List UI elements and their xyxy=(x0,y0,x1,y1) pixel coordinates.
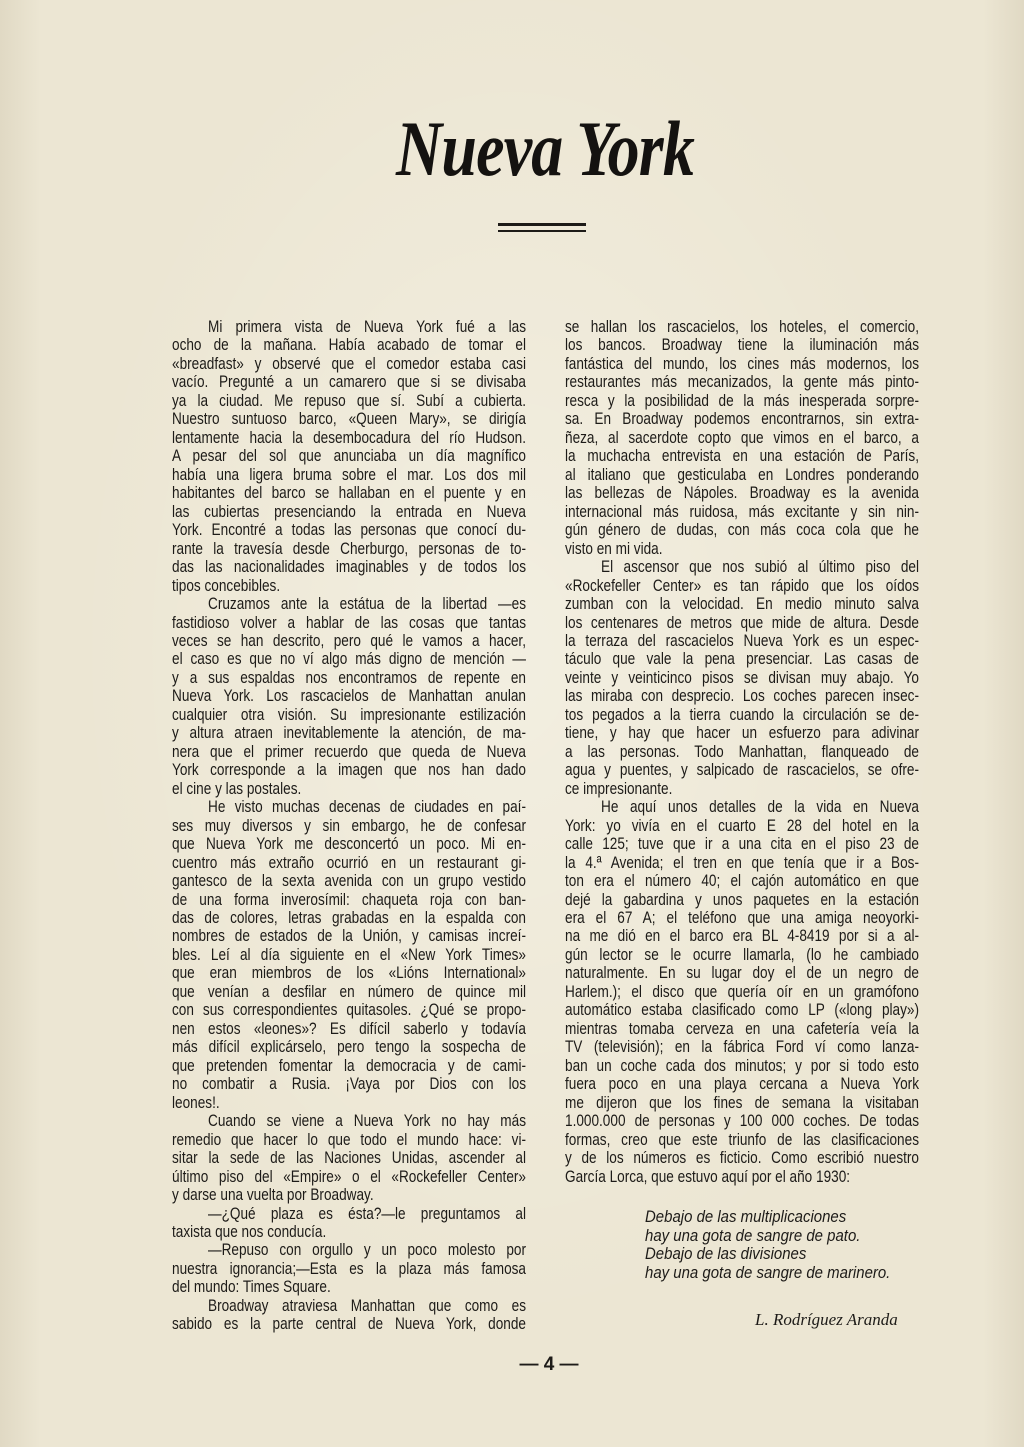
text-line: das de colores, letras grabadas en la espalda con xyxy=(172,908,526,927)
text-line: naturalmente. En su lugar doy el de un negro de xyxy=(565,963,919,983)
text-line: se hallan los rascacielos, los hoteles, el comercio, xyxy=(565,317,919,336)
text-line: formas, creo que este triunfo de las clasificaciones xyxy=(565,1129,919,1149)
poem-text xyxy=(645,1208,909,1282)
text-line: Cruzamos ante la estátua de la libertad —es xyxy=(208,594,526,614)
text-line: nen estos «leones»? Es difícil saberlo y todavía xyxy=(172,1018,526,1038)
text-line: York corresponde a la imagen que nos han dado xyxy=(172,760,526,780)
poem-line: Debajo de las multiplicaciones xyxy=(645,1207,847,1226)
text-line: 1.000.000 de personas y 100 000 coches. De todas xyxy=(565,1111,919,1131)
divider-rule-top xyxy=(498,223,586,226)
column-right xyxy=(565,318,919,1186)
text-line: A pesar del sol que anunciaba un día magnífico xyxy=(172,446,526,466)
text-line: el cine y las postales. xyxy=(172,778,302,798)
paragraph xyxy=(172,1297,526,1334)
text-line: restaurantes más mecanizados, la gente más pinto- xyxy=(565,372,919,392)
text-line: último piso del «Empire» o el «Rockefeller Center» xyxy=(172,1166,526,1186)
paragraph xyxy=(565,558,919,798)
text-line: taxista que nos conducía. xyxy=(172,1221,327,1241)
text-line: rante la travesía desde Cherburgo, personas de to- xyxy=(172,538,526,558)
text-line: He visto muchas decenas de ciudades en paí- xyxy=(208,797,526,817)
paragraph xyxy=(565,318,919,558)
text-line: gantesco de la sexta avenida con un grupo vestido xyxy=(172,871,526,891)
text-line: las cubiertas presenciando la entrada en Nueva xyxy=(172,501,526,521)
text-line: vacío. Pregunté a un camarero que si se divisaba xyxy=(172,372,526,392)
poem-quote xyxy=(645,1208,945,1282)
text-line: na me dió en el barco era BL 4-8419 por si a al- xyxy=(565,926,919,946)
text-line: Mi primera vista de Nueva York fué a las xyxy=(208,317,526,336)
author-signature: L. Rodríguez Aranda xyxy=(755,1310,898,1329)
poem-line: hay una gota de sangre de pato. xyxy=(645,1225,861,1245)
text-line: ban un coche cada dos minutos; y por si todo esto xyxy=(565,1055,919,1075)
text-line: veinte y veinticinco pisos se divisan muy abajo. Yo xyxy=(565,667,919,687)
text-line: habitantes del barco se hallaban en el puente y en xyxy=(172,483,526,503)
text-line: ocho de la mañana. Había acabado de tomar el xyxy=(172,335,526,355)
text-line: que venían a desfilar en número de quince mil xyxy=(172,981,526,1001)
text-line: —Repuso con orgullo y un poco molesto por xyxy=(208,1240,526,1260)
paragraph xyxy=(172,1205,526,1242)
text-line: a las personas. Todo Manhattan, flanqueado de xyxy=(565,741,919,761)
text-line: nera que el primer recuerdo que queda de Nueva xyxy=(172,741,526,761)
text-line: las bellezas de Nápoles. Broadway es la avenida xyxy=(565,483,919,503)
text-line: «breadfast» y observé que el comedor estaba casi xyxy=(172,353,526,373)
column-left-text xyxy=(172,318,526,1334)
text-line: la 4.ª Avenida; el tren en que tenía que ir a Bos- xyxy=(565,852,919,872)
text-line: ya la ciudad. Me repuso que sí. Subí a cubierta. xyxy=(172,390,526,410)
text-line: Nuestro suntuoso barco, «Queen Mary», se dirigía xyxy=(172,409,526,429)
text-line: García Lorca, que estuvo aquí por el año 1930: xyxy=(565,1166,851,1186)
text-line: remedio que hacer lo que todo el mundo hace: vi- xyxy=(172,1129,526,1149)
paragraph xyxy=(172,318,526,595)
text-line: ce impresionante. xyxy=(565,778,673,798)
text-line: no combatir a Rusia. ¡Vaya por Dios con los xyxy=(172,1074,526,1094)
text-line: resca y la posibilidad de la más inesperada sorpre- xyxy=(565,390,919,410)
paragraph xyxy=(172,798,526,1112)
text-line: leones!. xyxy=(172,1092,220,1112)
text-line: la terraza del rascacielos Nueva York es un espec- xyxy=(565,630,919,650)
paragraph xyxy=(172,1112,526,1204)
text-line: sabido es la parte central de Nueva York, donde xyxy=(172,1314,526,1334)
text-line: fastidioso volver a hablar de las cosas que tantas xyxy=(172,612,526,632)
text-line: me dijeron que los fines de semana la visitaban xyxy=(565,1092,919,1112)
text-line: la muchacha entrevista en una estación de París, xyxy=(565,446,919,466)
text-line: tos pegados a la tierra cuando la circulación se de- xyxy=(565,704,919,724)
text-line: bles. Leí al día siguiente en el «New York Times» xyxy=(172,944,526,964)
text-line: con sus correspondientes quitasoles. ¿Qué se propo- xyxy=(172,1000,526,1020)
text-line: al italiano que gesticulaba en Londres ponderando xyxy=(565,464,919,484)
text-line: el caso es que no ví algo más digno de mención — xyxy=(172,649,526,669)
title-divider xyxy=(498,223,586,233)
column-left xyxy=(172,318,526,1334)
text-line: El ascensor que nos subió al último piso del xyxy=(601,557,919,577)
text-line: sa. En Broadway podemos encontrarnos, sin extra- xyxy=(565,409,919,429)
text-line: de una forma inverosímil: chaqueta roja con ban- xyxy=(172,889,526,909)
text-line: ñeza, al sacerdote copto que vimos en el barco, a xyxy=(565,427,919,447)
text-line: sitar la sede de las Naciones Unidas, ascender al xyxy=(172,1148,526,1168)
text-line: los centenares de metros que mide de altura. Desde xyxy=(565,612,919,632)
text-line: nuestra ignorancia;—Esta es la plaza más famosa xyxy=(172,1258,526,1278)
text-line: fuera poco en una playa cercana a Nueva York xyxy=(565,1074,919,1094)
text-line: cuentro más extraño ocurrió en un restaurant gi- xyxy=(172,852,526,872)
text-line: que eran miembros de los «Lións International» xyxy=(172,963,526,983)
text-line: veces se han descrito, pero qué le vamos a hacer, xyxy=(172,630,526,650)
text-line: ses muy diversos y sin embargo, he de confesar xyxy=(172,815,526,835)
text-line: y darse una vuelta por Broadway. xyxy=(172,1185,374,1205)
text-line: York: yo vivía en el cuarto E 28 del hotel en la xyxy=(565,815,919,835)
text-line: del mundo: Times Square. xyxy=(172,1277,331,1297)
paragraph xyxy=(172,1241,526,1296)
page-number: — 4 — xyxy=(519,1354,579,1375)
text-line: Cuando se viene a Nueva York no hay más xyxy=(208,1111,526,1131)
text-line: que pretenden fomentar la democracia y de cami- xyxy=(172,1055,526,1075)
text-line: ton era el número 40; el cajón automático en que xyxy=(565,871,919,891)
text-line: «Rockefeller Center» es tan rápido que los oídos xyxy=(565,575,919,595)
poem-line: hay una gota de sangre de marinero. xyxy=(645,1262,891,1282)
text-line: Broadway atraviesa Manhattan que como es xyxy=(208,1295,526,1315)
text-line: lentamente hacia la desembocadura del río Hudson. xyxy=(172,427,526,447)
text-line: mientras tomaba cerveza en una cafetería veía la xyxy=(565,1018,919,1038)
text-line: fantástica del mundo, los cines más modernos, los xyxy=(565,353,919,373)
text-line: —¿Qué plaza es ésta?—le preguntamos al xyxy=(208,1203,526,1223)
text-line: y de los números es ficticio. Como escribió nuestro xyxy=(565,1148,919,1168)
text-line: gún lector se le ocurre llamarla, (lo he cambiado xyxy=(565,944,919,964)
text-line: nombres de estados de la Unión, y camisas increí- xyxy=(172,926,526,946)
paragraph xyxy=(172,595,526,798)
text-line: había una ligera bruma sobre el mar. Los dos mil xyxy=(172,464,526,484)
text-line: TV (televisión); en la fábrica Ford ví como lanza- xyxy=(565,1037,919,1057)
paragraph xyxy=(565,798,919,1186)
text-line: das las nacionalidades imaginables y de todos los xyxy=(172,557,526,577)
text-line: He aquí unos detalles de la vida en Nueva xyxy=(601,797,919,817)
text-line: cualquier otra visión. Su impresionante estilización xyxy=(172,704,526,724)
text-line: gún género de dudas, con más coca cola que he xyxy=(565,520,919,540)
divider-rule-bottom xyxy=(498,230,586,232)
text-line: zumban con la velocidad. En medio minuto salva xyxy=(565,594,919,614)
text-line: las miraba con desprecio. Los coches parecen insec- xyxy=(565,686,919,706)
article-title: Nueva York xyxy=(396,105,694,192)
text-line: y altura atraen inevitablemente la atención, de ma- xyxy=(172,723,526,743)
text-line: visto en mi vida. xyxy=(565,538,663,558)
text-line: tipos concebibles. xyxy=(172,575,281,595)
text-line: y a sus espaldas nos encontramos de repente en xyxy=(172,667,526,687)
text-line: era el 67 A; el teléfono que una amiga neoyorki- xyxy=(565,908,919,927)
text-line: automático estaba clasificado como LP («long play») xyxy=(565,1000,919,1020)
text-line: calle 125; tuve que ir a una cita en el piso 23 de xyxy=(565,834,919,854)
text-line: más difícil explicárselo, pero tengo la sospecha de xyxy=(172,1037,526,1057)
text-line: agua y puentes, y salpicado de rascacielos, se ofre- xyxy=(565,760,919,780)
text-line: táculo que vale la pena presenciar. Las casas de xyxy=(565,649,919,669)
text-line: los bancos. Broadway tiene la iluminación más xyxy=(565,335,919,355)
column-right-text xyxy=(565,318,919,1186)
text-line: tiene, y hay que hacer un esfuerzo para adivinar xyxy=(565,723,919,743)
text-line: Nueva York. Los rascacielos de Manhattan anulan xyxy=(172,686,526,706)
text-line: dejé la gabardina y unos paquetes en la estación xyxy=(565,889,919,909)
text-line: internacional más ruidosa, más excitante y sin nin- xyxy=(565,501,919,521)
text-line: York. Encontré a todas las personas que conocí du- xyxy=(172,520,526,540)
poem-line: Debajo de las divisiones xyxy=(645,1244,807,1264)
text-line: Harlem.); el disco que quería oír en un gramófono xyxy=(565,981,919,1001)
text-line: que Nueva York me desconcertó un poco. Mi en- xyxy=(172,834,526,854)
